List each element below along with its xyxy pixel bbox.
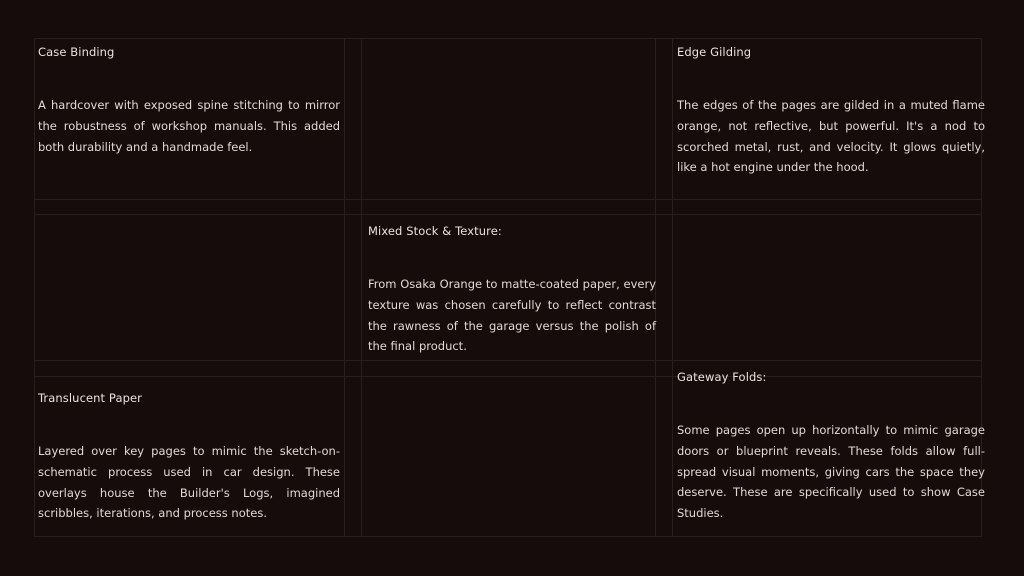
section-case-binding bbox=[38, 44, 340, 157]
section-edge-gilding bbox=[677, 44, 985, 178]
section-mixed-stock bbox=[368, 223, 656, 357]
section-body: Layered over key pages to mimic the sketch-on-schematic process used in car design. These overlays house the Builder's Logs, imagined scribbles, iterations, and process notes. bbox=[38, 444, 340, 521]
section-title: Case Binding bbox=[38, 45, 115, 59]
section-body: Some pages open up horizontally to mimic garage doors or blueprint reveals. These folds allow full-spread visual moments, giving cars the space they deserve. These are specifically used to show Case Studies. bbox=[677, 423, 985, 521]
section-title: Mixed Stock & Texture: bbox=[368, 224, 502, 238]
section-title: Translucent Paper bbox=[38, 391, 142, 405]
section-translucent-paper bbox=[38, 390, 340, 524]
section-body: The edges of the pages are gilded in a muted flame orange, not reflective, but powerful. It's a nod to scorched metal, rust, and velocity. It glows quietly, like a hot engine under the hood. bbox=[677, 98, 985, 175]
section-body: A hardcover with exposed spine stitching to mirror the robustness of workshop manuals. This added both durability and a handmade feel. bbox=[38, 98, 340, 154]
section-title: Gateway Folds: bbox=[677, 370, 767, 384]
section-gateway-folds bbox=[677, 369, 985, 524]
section-body: From Osaka Orange to matte-coated paper, every texture was chosen carefully to reflect contrast the rawness of the garage versus the polish of the final product. bbox=[368, 277, 656, 354]
section-title: Edge Gilding bbox=[677, 45, 752, 59]
